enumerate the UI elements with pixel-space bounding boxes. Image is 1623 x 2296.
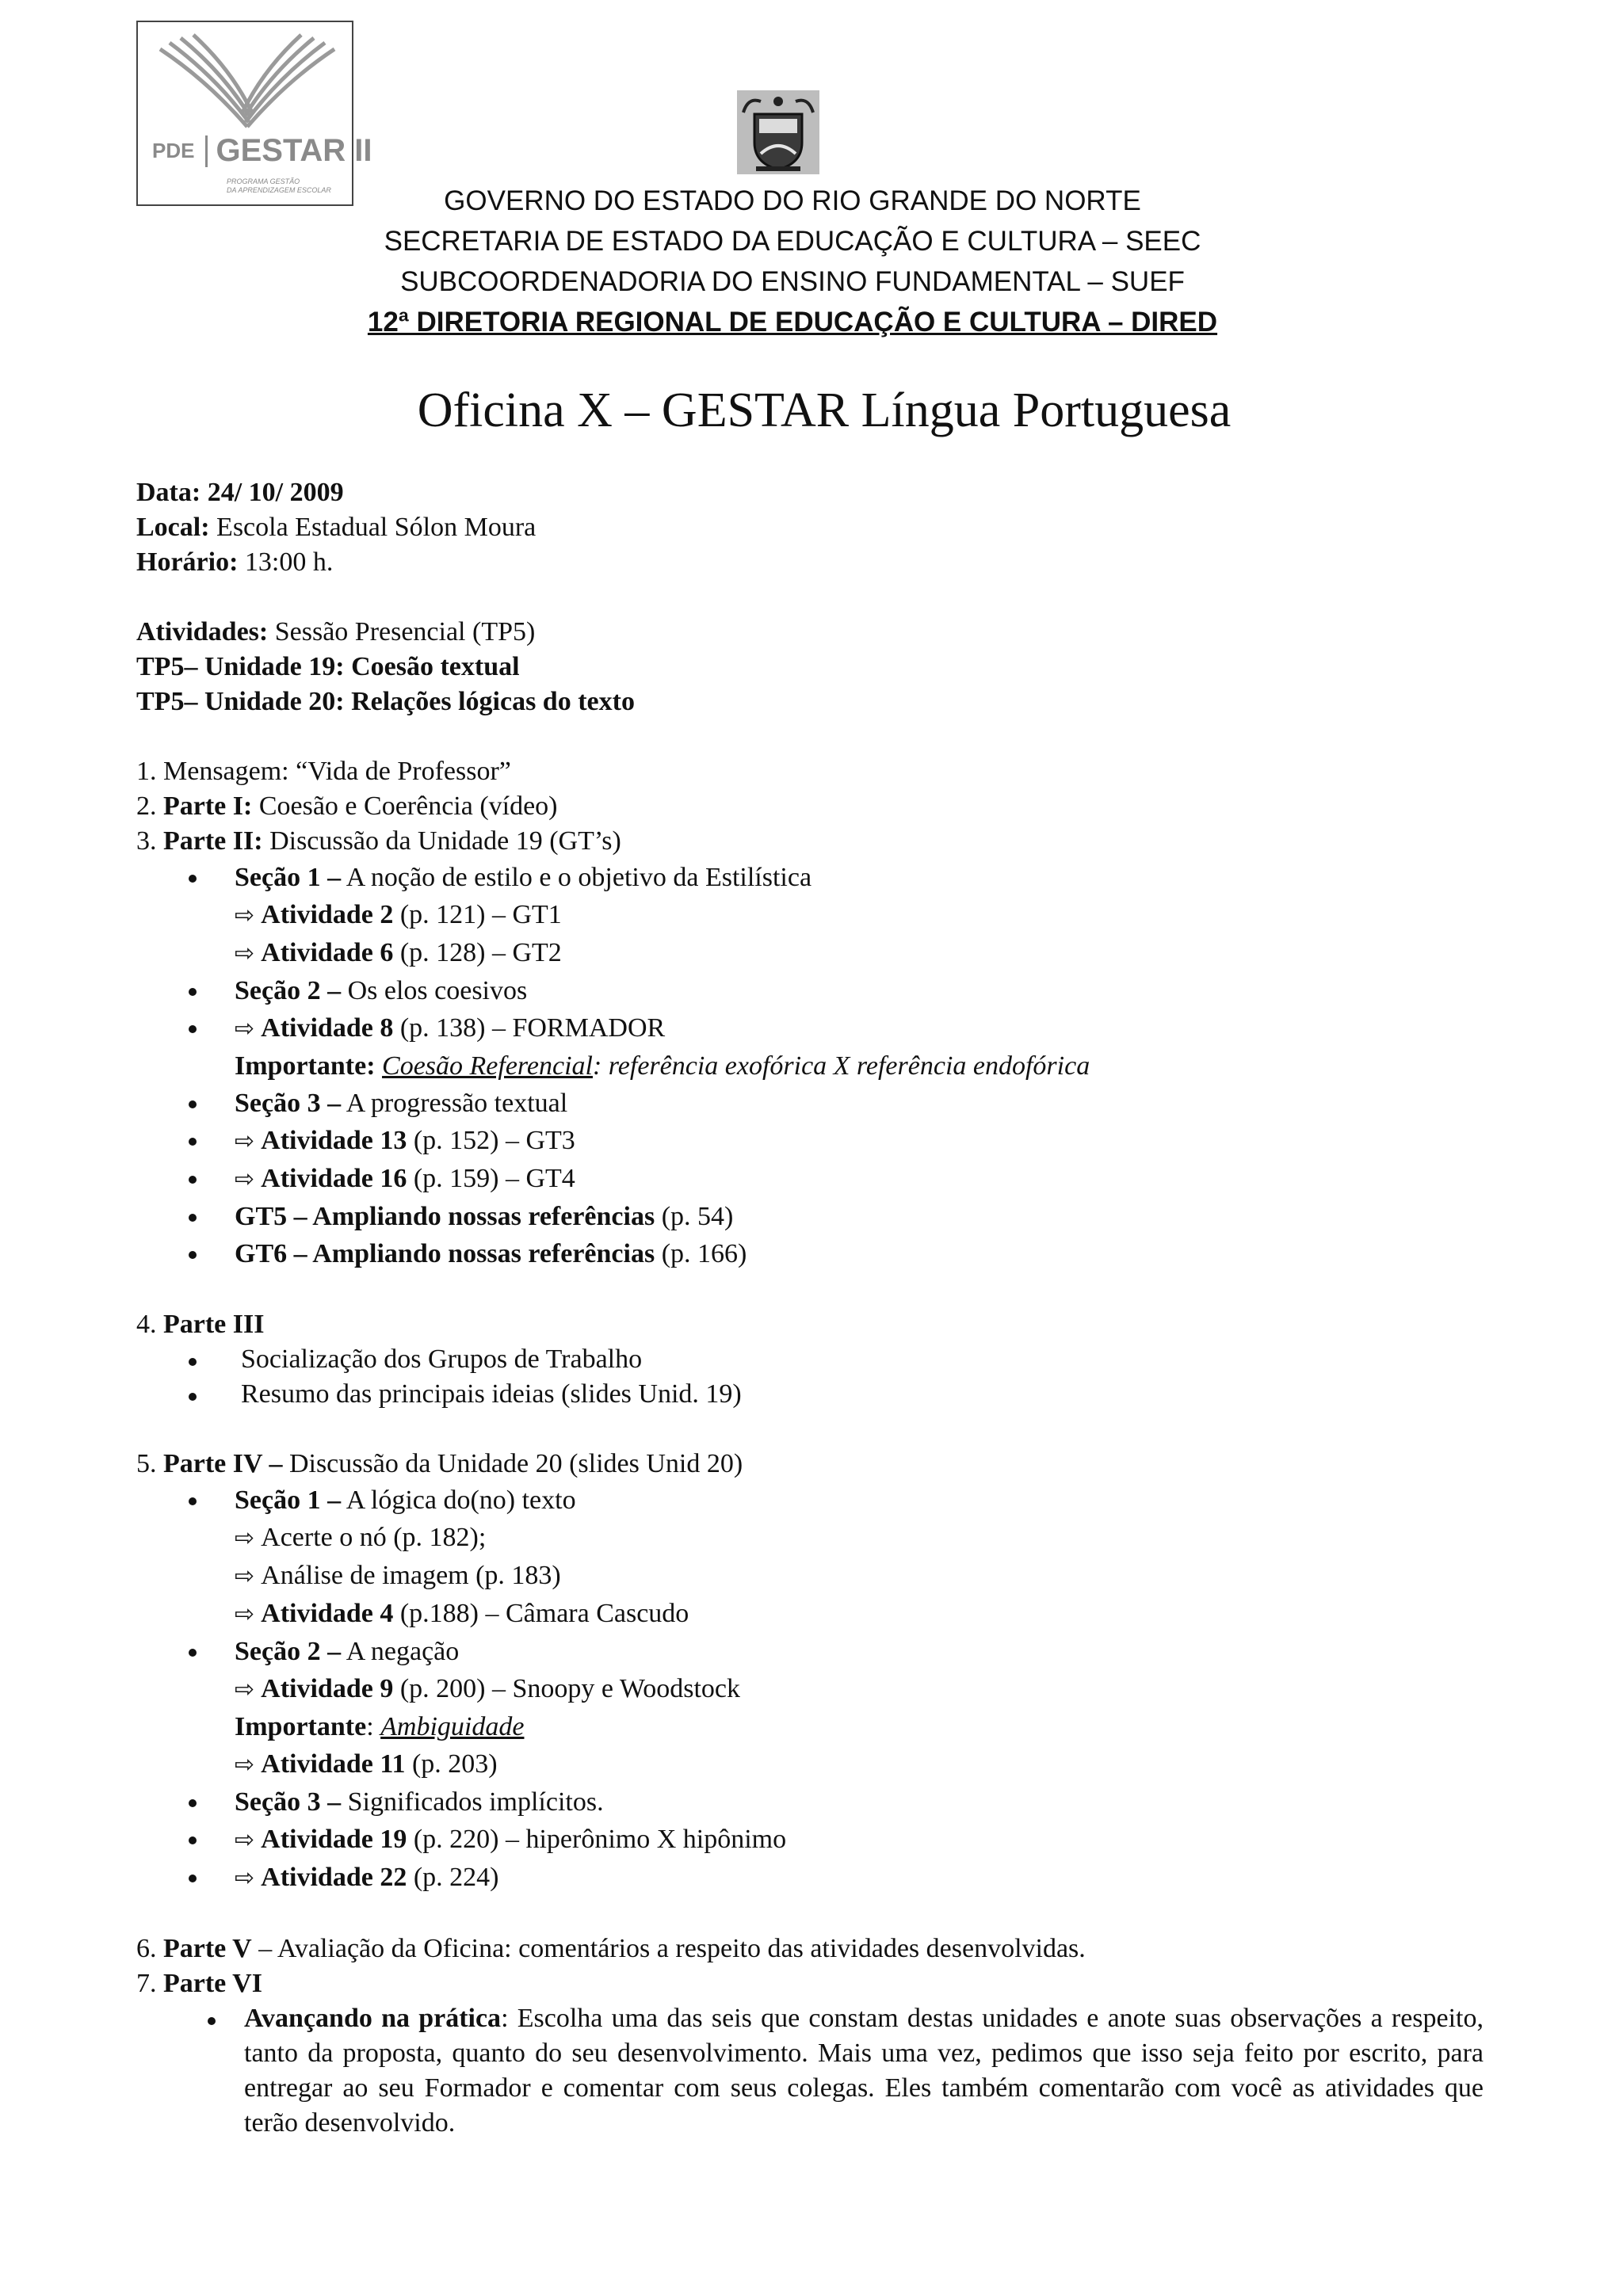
activities-value: Sessão Presencial (TP5)	[274, 617, 536, 646]
list-item	[136, 1198, 1484, 1235]
activity-16-text: (p. 159) – GT4	[413, 1164, 575, 1193]
item-3-heading: Parte II:	[163, 826, 263, 856]
logo-gestar: GESTAR II	[216, 133, 372, 168]
coat-of-arms-icon	[737, 90, 819, 174]
p4-section-2-heading: Seção 2 –	[235, 1637, 342, 1666]
logo-wordmark	[152, 133, 372, 168]
gestar-logo	[136, 21, 372, 206]
section-2-text: Os elos coesivos	[347, 976, 528, 1005]
list-item	[136, 1085, 1484, 1122]
unit-19: TP5– Unidade 19: Coesão textual	[136, 652, 520, 681]
list-item	[136, 2001, 1484, 2141]
activity-13-text: (p. 152) – GT3	[413, 1126, 575, 1155]
location-value: Escola Estadual Sólon Moura	[216, 513, 537, 542]
item-6-number: 6.	[136, 1934, 157, 1963]
arrow-icon: ⇨	[235, 1165, 255, 1193]
list-item	[136, 1009, 1484, 1085]
logo-caption-line2: DA APRENDIZAGEM ESCOLAR	[227, 186, 331, 194]
arrow-icon: ⇨	[235, 940, 255, 967]
ambiguidade: Ambiguidade	[380, 1712, 525, 1741]
gt5-text: (p. 54)	[661, 1202, 734, 1231]
item-5	[136, 1447, 1484, 1482]
unit-19-line	[136, 650, 1484, 685]
parte-6-list	[136, 2001, 1484, 2141]
parte-4-list	[136, 1482, 1484, 1897]
date-label: Data:	[136, 478, 201, 507]
arrow-icon: ⇨	[235, 1015, 255, 1043]
activity-11: Atividade 11	[261, 1749, 406, 1779]
item-2-heading: Parte I:	[163, 791, 253, 821]
arrow-icon: ⇨	[235, 1864, 255, 1892]
gt6-heading: GT6 – Ampliando nossas referências	[235, 1239, 655, 1268]
location-label: Local:	[136, 513, 210, 542]
activity-22-text: (p. 224)	[413, 1863, 499, 1892]
activity-16: Atividade 16	[261, 1164, 407, 1193]
item-5-text: Discussão da Unidade 20 (slides Unid 20)	[288, 1449, 743, 1478]
list-item: Resumo das principais ideias (slides Unid. 19)	[136, 1377, 1484, 1412]
item-6-text: – Avaliação da Oficina: comentários a respeito das atividades desenvolvidas.	[258, 1934, 1086, 1963]
time-value: 13:00 h.	[244, 547, 334, 577]
avancando-text: : Escolha uma das seis que constam destas unidades e anote suas observações a respeito, tanto da proposta, quanto do seu desenvolvimento. Mais uma vez, pedimos que isso seja feito por escrito, para entregar ao seu Formador e comentar com seus colegas. Eles também comentarão com você as atividades que terão desenvolvido.	[244, 2004, 1484, 2138]
activities-label: Atividades:	[136, 617, 269, 646]
activities-line	[136, 615, 1484, 650]
analise-de-imagem: Análise de imagem (p. 183)	[261, 1561, 561, 1590]
date-line	[136, 475, 1484, 510]
p4-important-colon: :	[366, 1712, 374, 1741]
list-item	[136, 1160, 1484, 1198]
arrow-icon: ⇨	[235, 1562, 255, 1590]
activity-6: Atividade 6	[261, 938, 394, 967]
activity-19: Atividade 19	[261, 1825, 407, 1854]
list-item	[136, 1821, 1484, 1859]
time-label: Horário:	[136, 547, 239, 577]
parte-3-list	[136, 1342, 1484, 1412]
activity-8-text: (p. 138) – FORMADOR	[399, 1013, 666, 1043]
item-4	[136, 1307, 1484, 1342]
p4-section-1-text: A lógica do(no) texto	[346, 1486, 576, 1515]
item-4-number: 4.	[136, 1310, 157, 1339]
activity-2-text: (p. 121) – GT1	[399, 900, 562, 929]
item-2	[136, 789, 1484, 824]
list-item: Socialização dos Grupos de Trabalho	[136, 1342, 1484, 1377]
arrow-icon: ⇨	[235, 1127, 255, 1155]
important-label: Importante:	[235, 1051, 376, 1081]
date-value: 24/ 10/ 2009	[207, 478, 344, 507]
item-3-number: 3.	[136, 826, 157, 856]
arrow-icon: ⇨	[235, 1751, 255, 1779]
parte-2-list	[136, 859, 1484, 1272]
item-7-number: 7.	[136, 1969, 157, 1998]
item-7-heading: Parte VI	[163, 1969, 262, 1998]
gt6-text: (p. 166)	[661, 1239, 747, 1268]
acerte-o-no: Acerte o nó (p. 182);	[261, 1523, 487, 1552]
activity-11-text: (p. 203)	[411, 1749, 498, 1779]
gt5-heading: GT5 – Ampliando nossas referências	[235, 1202, 655, 1231]
activity-13: Atividade 13	[261, 1126, 407, 1155]
item-1: 1. Mensagem: “Vida de Professor”	[136, 757, 511, 786]
document-body	[136, 475, 1484, 2141]
section-2-heading: Seção 2 –	[235, 976, 342, 1005]
activity-8: Atividade 8	[261, 1013, 394, 1043]
p4-section-3-heading: Seção 3 –	[235, 1787, 342, 1817]
arrow-icon: ⇨	[235, 1600, 255, 1628]
activity-4: Atividade 4	[261, 1599, 394, 1628]
list-item	[136, 1783, 1484, 1821]
section-3-heading: Seção 3 –	[235, 1089, 342, 1118]
p4-section-3-text: Significados implícitos.	[347, 1787, 604, 1817]
arrow-icon: ⇨	[235, 1826, 255, 1854]
avancando-heading: Avançando na prática	[244, 2004, 502, 2033]
activity-9-text: (p. 200) – Snoopy e Woodstock	[399, 1674, 740, 1703]
section-3-text: A progressão textual	[346, 1089, 568, 1118]
activity-9: Atividade 9	[261, 1674, 394, 1703]
p4-section-2-text: A negação	[346, 1637, 460, 1666]
p4-section-1-heading: Seção 1 –	[235, 1486, 342, 1515]
header-line-2: SECRETARIA DE ESTADO DA EDUCAÇÃO E CULTURA – SEEC	[384, 226, 1201, 257]
item-3-text: Discussão da Unidade 19 (GT’s)	[269, 826, 621, 856]
arrow-icon: ⇨	[235, 1524, 255, 1552]
section-1-text: A noção de estilo e o objetivo da Estilística	[346, 863, 812, 892]
unit-20: TP5– Unidade 20: Relações lógicas do texto	[136, 687, 635, 716]
item-6	[136, 1932, 1484, 1966]
location-line	[136, 510, 1484, 545]
header-line-3: SUBCOORDENADORIA DO ENSINO FUNDAMENTAL – SUEF	[400, 266, 1185, 297]
item-6-heading: Parte V	[163, 1934, 252, 1963]
institution-header	[349, 181, 1236, 342]
logo-caption	[227, 177, 346, 195]
item-4-heading: Parte III	[163, 1310, 265, 1339]
header-line-4: 12ª DIRETORIA REGIONAL DE EDUCAÇÃO E CULTURA – DIRED	[367, 307, 1218, 338]
cohesion-referential: Coesão Referencial	[382, 1051, 593, 1081]
important-text: : referência exofórica X referência endofórica	[592, 1051, 1090, 1081]
list-item	[136, 859, 1484, 972]
unit-20-line	[136, 685, 1484, 719]
list-item	[136, 972, 1484, 1009]
logo-caption-line1: PROGRAMA GESTÃO	[227, 177, 300, 185]
list-item	[136, 1235, 1484, 1272]
activity-19-text: (p. 220) – hiperônimo X hipônimo	[413, 1825, 787, 1854]
list-item	[136, 1482, 1484, 1633]
item-5-number: 5.	[136, 1449, 157, 1478]
arrow-icon: ⇨	[235, 1676, 255, 1703]
item-2-text: Coesão e Coerência (vídeo)	[258, 791, 558, 821]
item-2-number: 2.	[136, 791, 157, 821]
list-item	[136, 1122, 1484, 1160]
activity-4-text: (p.188) – Câmara Cascudo	[399, 1599, 689, 1628]
header-line-1: GOVERNO DO ESTADO DO RIO GRANDE DO NORTE	[444, 185, 1141, 216]
p4-important-label: Importante	[235, 1712, 367, 1741]
document-title: Oficina X – GESTAR Língua Portuguesa	[417, 383, 1232, 437]
arrow-icon: ⇨	[235, 902, 255, 929]
list-item	[136, 1859, 1484, 1897]
item-7	[136, 1966, 1484, 2001]
activity-2: Atividade 2	[261, 900, 394, 929]
activity-6-text: (p. 128) – GT2	[399, 938, 562, 967]
section-1-heading: Seção 1 –	[235, 863, 342, 892]
logo-pde: PDE	[152, 139, 195, 162]
item-5-heading: Parte IV –	[163, 1449, 283, 1478]
list-item	[136, 1633, 1484, 1783]
item-3	[136, 824, 1484, 859]
time-line	[136, 545, 1484, 580]
activity-22: Atividade 22	[261, 1863, 407, 1892]
